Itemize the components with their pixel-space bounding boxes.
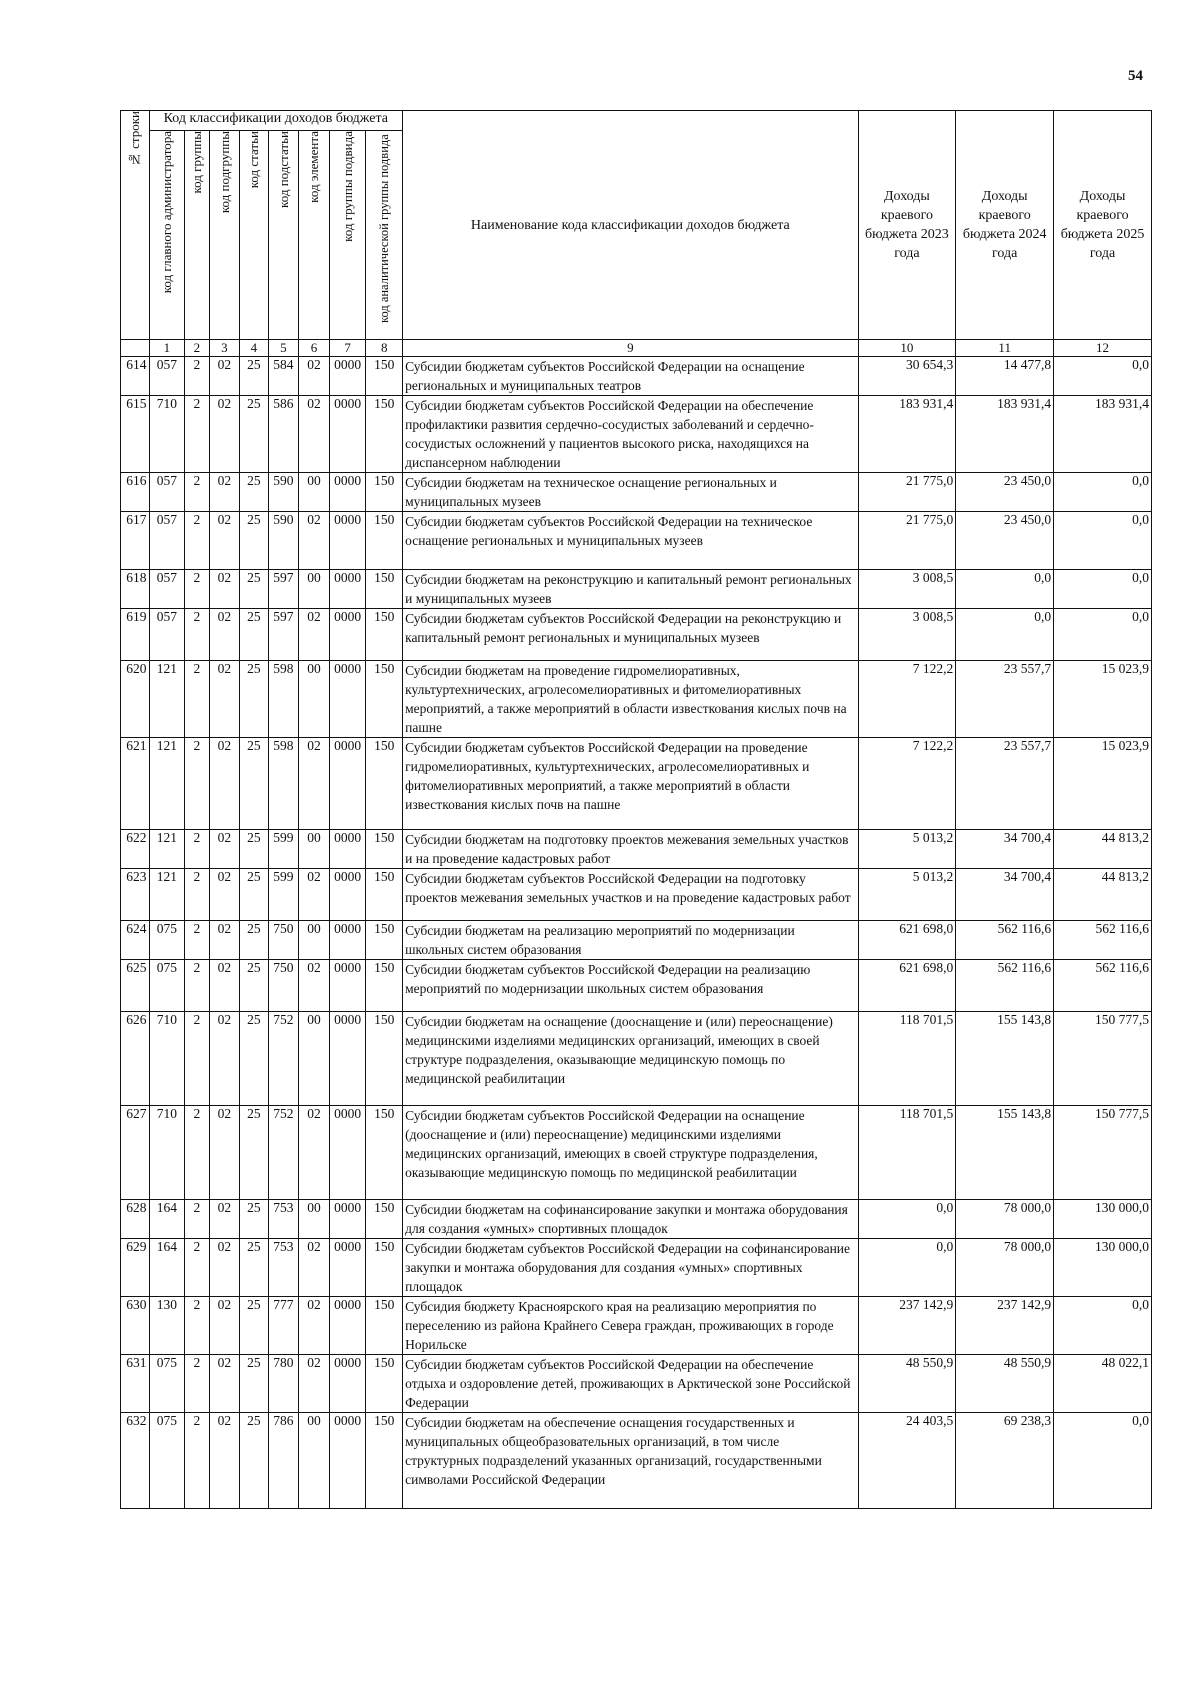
code-cell: 752 bbox=[268, 1106, 299, 1200]
income-2023: 118 701,5 bbox=[858, 1012, 956, 1106]
code-cell: 150 bbox=[366, 738, 403, 830]
code-cell: 780 bbox=[268, 1355, 299, 1413]
header-code-col: код аналитической группы подвида bbox=[366, 131, 403, 340]
index-cell: 12 bbox=[1054, 340, 1152, 357]
code-cell: 25 bbox=[240, 1106, 269, 1200]
code-cell: 150 bbox=[366, 570, 403, 609]
code-cell: 150 bbox=[366, 869, 403, 921]
income-2024: 155 143,8 bbox=[956, 1012, 1054, 1106]
code-cell: 590 bbox=[268, 512, 299, 570]
row-number: 614 bbox=[121, 357, 150, 396]
income-2025: 0,0 bbox=[1054, 609, 1152, 661]
code-cell: 0000 bbox=[329, 1200, 366, 1239]
index-cell: 7 bbox=[329, 340, 366, 357]
code-cell: 752 bbox=[268, 1012, 299, 1106]
code-cell: 2 bbox=[185, 1200, 209, 1239]
row-number: 617 bbox=[121, 512, 150, 570]
income-2024: 237 142,9 bbox=[956, 1297, 1054, 1355]
row-name: Субсидии бюджетам на обеспечение оснащения государственных и муниципальных общеобразовательных организаций, в том числе структурных подразделений указанных организаций, государственными символами Российской Федерации bbox=[403, 1413, 858, 1509]
income-2023: 0,0 bbox=[858, 1200, 956, 1239]
code-cell: 075 bbox=[149, 960, 185, 1012]
header-name: Наименование кода классификации доходов бюджета bbox=[403, 111, 858, 340]
code-cell: 2 bbox=[185, 661, 209, 738]
code-cell: 02 bbox=[209, 921, 240, 960]
row-name: Субсидии бюджетам на проведение гидромелиоративных, культуртехнических, агролесомелиоративных и фитомелиоративных мероприятий, а также мероприятий в области известкования кислых почв на пашне bbox=[403, 661, 858, 738]
table-row bbox=[121, 396, 1152, 473]
code-cell: 02 bbox=[209, 960, 240, 1012]
row-name: Субсидии бюджетам на реализацию мероприятий по модернизации школьных систем образования bbox=[403, 921, 858, 960]
code-cell: 02 bbox=[209, 1413, 240, 1509]
row-number: 632 bbox=[121, 1413, 150, 1509]
code-cell: 00 bbox=[299, 1012, 330, 1106]
code-cell: 598 bbox=[268, 738, 299, 830]
income-2024: 34 700,4 bbox=[956, 869, 1054, 921]
code-cell: 02 bbox=[209, 869, 240, 921]
row-name: Субсидии бюджетам субъектов Российской Федерации на подготовку проектов межевания земельных участков и на проведение кадастровых работ bbox=[403, 869, 858, 921]
code-cell: 02 bbox=[299, 738, 330, 830]
code-cell: 164 bbox=[149, 1239, 185, 1297]
income-2025: 44 813,2 bbox=[1054, 869, 1152, 921]
row-number: 621 bbox=[121, 738, 150, 830]
income-2025: 0,0 bbox=[1054, 357, 1152, 396]
header-income-2025: Доходы краевого бюджета 2025 года bbox=[1054, 111, 1152, 340]
code-cell: 02 bbox=[299, 1239, 330, 1297]
index-cell: 2 bbox=[185, 340, 209, 357]
header-row-no: № строки bbox=[121, 111, 150, 340]
table-row bbox=[121, 357, 1152, 396]
code-cell: 00 bbox=[299, 473, 330, 512]
row-name: Субсидии бюджетам субъектов Российской Федерации на реконструкцию и капитальный ремонт региональных и муниципальных музеев bbox=[403, 609, 858, 661]
income-2023: 183 931,4 bbox=[858, 396, 956, 473]
table-row bbox=[121, 921, 1152, 960]
code-cell: 25 bbox=[240, 960, 269, 1012]
row-name: Субсидии бюджетам субъектов Российской Федерации на обеспечение отдыха и оздоровление детей, проживающих в Арктической зоне Российской Федерации bbox=[403, 1355, 858, 1413]
table-row bbox=[121, 473, 1152, 512]
code-cell: 0000 bbox=[329, 512, 366, 570]
row-number: 622 bbox=[121, 830, 150, 869]
header-income-2024: Доходы краевого бюджета 2024 года bbox=[956, 111, 1054, 340]
code-cell: 150 bbox=[366, 473, 403, 512]
code-cell: 150 bbox=[366, 357, 403, 396]
code-cell: 25 bbox=[240, 921, 269, 960]
table-body bbox=[121, 357, 1152, 1509]
code-cell: 150 bbox=[366, 661, 403, 738]
code-cell: 130 bbox=[149, 1297, 185, 1355]
code-cell: 121 bbox=[149, 661, 185, 738]
code-cell: 00 bbox=[299, 921, 330, 960]
code-cell: 0000 bbox=[329, 1012, 366, 1106]
income-2024: 78 000,0 bbox=[956, 1200, 1054, 1239]
row-number: 627 bbox=[121, 1106, 150, 1200]
index-cell: 11 bbox=[956, 340, 1054, 357]
code-cell: 02 bbox=[299, 396, 330, 473]
code-cell: 2 bbox=[185, 1106, 209, 1200]
income-2024: 69 238,3 bbox=[956, 1413, 1054, 1509]
income-2025: 15 023,9 bbox=[1054, 738, 1152, 830]
table-row bbox=[121, 738, 1152, 830]
code-cell: 753 bbox=[268, 1200, 299, 1239]
index-cell: 3 bbox=[209, 340, 240, 357]
code-cell: 02 bbox=[209, 830, 240, 869]
row-number: 630 bbox=[121, 1297, 150, 1355]
code-cell: 25 bbox=[240, 396, 269, 473]
index-cell: 4 bbox=[240, 340, 269, 357]
income-2023: 3 008,5 bbox=[858, 570, 956, 609]
table-row bbox=[121, 570, 1152, 609]
row-number: 620 bbox=[121, 661, 150, 738]
income-2023: 24 403,5 bbox=[858, 1413, 956, 1509]
code-cell: 0000 bbox=[329, 869, 366, 921]
code-cell: 150 bbox=[366, 609, 403, 661]
code-cell: 25 bbox=[240, 473, 269, 512]
code-cell: 02 bbox=[209, 570, 240, 609]
income-2024: 0,0 bbox=[956, 609, 1054, 661]
code-cell: 00 bbox=[299, 830, 330, 869]
row-name: Субсидии бюджетам на техническое оснащение региональных и муниципальных музеев bbox=[403, 473, 858, 512]
code-cell: 057 bbox=[149, 570, 185, 609]
index-cell: 5 bbox=[268, 340, 299, 357]
code-cell: 0000 bbox=[329, 357, 366, 396]
row-name: Субсидия бюджету Красноярского края на реализацию мероприятия по переселению из района Крайнего Севера граждан, проживающих в городе Норильске bbox=[403, 1297, 858, 1355]
row-name: Субсидии бюджетам субъектов Российской Федерации на техническое оснащение региональных и муниципальных музеев bbox=[403, 512, 858, 570]
code-cell: 150 bbox=[366, 1239, 403, 1297]
income-2024: 34 700,4 bbox=[956, 830, 1054, 869]
table-header bbox=[121, 111, 1152, 357]
code-cell: 586 bbox=[268, 396, 299, 473]
header-code-col: код подстатьи bbox=[268, 131, 299, 340]
code-cell: 2 bbox=[185, 570, 209, 609]
row-name: Субсидии бюджетам субъектов Российской Федерации на оснащение региональных и муниципальных театров bbox=[403, 357, 858, 396]
code-cell: 25 bbox=[240, 661, 269, 738]
code-cell: 150 bbox=[366, 960, 403, 1012]
code-cell: 150 bbox=[366, 396, 403, 473]
income-2025: 130 000,0 bbox=[1054, 1200, 1152, 1239]
code-cell: 164 bbox=[149, 1200, 185, 1239]
code-cell: 25 bbox=[240, 869, 269, 921]
code-cell: 02 bbox=[209, 1297, 240, 1355]
income-2024: 562 116,6 bbox=[956, 960, 1054, 1012]
table-row bbox=[121, 1200, 1152, 1239]
index-cell: 10 bbox=[858, 340, 956, 357]
income-2024: 14 477,8 bbox=[956, 357, 1054, 396]
code-cell: 02 bbox=[209, 1239, 240, 1297]
code-cell: 0000 bbox=[329, 609, 366, 661]
code-cell: 00 bbox=[299, 570, 330, 609]
code-cell: 02 bbox=[209, 738, 240, 830]
table-row bbox=[121, 1012, 1152, 1106]
code-cell: 075 bbox=[149, 921, 185, 960]
income-2025: 0,0 bbox=[1054, 1413, 1152, 1509]
income-2025: 0,0 bbox=[1054, 1297, 1152, 1355]
row-number: 624 bbox=[121, 921, 150, 960]
code-cell: 0000 bbox=[329, 738, 366, 830]
row-name: Субсидии бюджетам субъектов Российской Федерации на обеспечение профилактики развития сердечно-сосудистых заболеваний и сердечно-сосудистых осложнений у пациентов высокого риска, находящихся на диспансерном наблюдении bbox=[403, 396, 858, 473]
code-cell: 00 bbox=[299, 661, 330, 738]
income-2023: 21 775,0 bbox=[858, 512, 956, 570]
code-cell: 25 bbox=[240, 738, 269, 830]
income-2025: 44 813,2 bbox=[1054, 830, 1152, 869]
income-2024: 23 450,0 bbox=[956, 512, 1054, 570]
code-cell: 584 bbox=[268, 357, 299, 396]
code-cell: 02 bbox=[209, 473, 240, 512]
income-2025: 0,0 bbox=[1054, 512, 1152, 570]
code-cell: 121 bbox=[149, 869, 185, 921]
code-cell: 057 bbox=[149, 473, 185, 512]
income-2025: 15 023,9 bbox=[1054, 661, 1152, 738]
header-code-col: код статьи bbox=[240, 131, 269, 340]
code-cell: 25 bbox=[240, 512, 269, 570]
code-cell: 02 bbox=[299, 609, 330, 661]
code-cell: 02 bbox=[209, 1106, 240, 1200]
code-cell: 02 bbox=[209, 1012, 240, 1106]
code-cell: 075 bbox=[149, 1355, 185, 1413]
income-2025: 562 116,6 bbox=[1054, 921, 1152, 960]
code-cell: 150 bbox=[366, 1355, 403, 1413]
code-cell: 150 bbox=[366, 1200, 403, 1239]
row-number: 629 bbox=[121, 1239, 150, 1297]
code-cell: 02 bbox=[209, 1355, 240, 1413]
header-code-col: код группы подвида bbox=[329, 131, 366, 340]
code-cell: 00 bbox=[299, 1413, 330, 1509]
code-cell: 0000 bbox=[329, 661, 366, 738]
code-cell: 2 bbox=[185, 1355, 209, 1413]
code-cell: 057 bbox=[149, 512, 185, 570]
income-2025: 130 000,0 bbox=[1054, 1239, 1152, 1297]
income-2025: 183 931,4 bbox=[1054, 396, 1152, 473]
income-2023: 621 698,0 bbox=[858, 921, 956, 960]
code-cell: 121 bbox=[149, 830, 185, 869]
table-row bbox=[121, 1239, 1152, 1297]
code-cell: 0000 bbox=[329, 396, 366, 473]
table-row bbox=[121, 609, 1152, 661]
code-cell: 710 bbox=[149, 1012, 185, 1106]
code-cell: 0000 bbox=[329, 1413, 366, 1509]
row-name: Субсидии бюджетам на подготовку проектов межевания земельных участков и на проведение кадастровых работ bbox=[403, 830, 858, 869]
row-number: 628 bbox=[121, 1200, 150, 1239]
code-cell: 25 bbox=[240, 830, 269, 869]
table-row bbox=[121, 1297, 1152, 1355]
code-cell: 2 bbox=[185, 960, 209, 1012]
code-cell: 710 bbox=[149, 396, 185, 473]
income-2023: 118 701,5 bbox=[858, 1106, 956, 1200]
code-cell: 02 bbox=[209, 609, 240, 661]
code-cell: 0000 bbox=[329, 830, 366, 869]
code-cell: 02 bbox=[299, 512, 330, 570]
income-2023: 21 775,0 bbox=[858, 473, 956, 512]
income-2025: 150 777,5 bbox=[1054, 1106, 1152, 1200]
row-name: Субсидии бюджетам субъектов Российской Федерации на реализацию мероприятий по модернизации школьных систем образования bbox=[403, 960, 858, 1012]
row-number: 615 bbox=[121, 396, 150, 473]
income-2023: 237 142,9 bbox=[858, 1297, 956, 1355]
code-cell: 777 bbox=[268, 1297, 299, 1355]
income-2023: 621 698,0 bbox=[858, 960, 956, 1012]
page-number: 54 bbox=[1128, 68, 1143, 84]
code-cell: 150 bbox=[366, 1413, 403, 1509]
code-cell: 597 bbox=[268, 609, 299, 661]
code-cell: 597 bbox=[268, 570, 299, 609]
code-cell: 02 bbox=[299, 960, 330, 1012]
code-cell: 02 bbox=[299, 1106, 330, 1200]
row-name: Субсидии бюджетам на оснащение (дооснащение и (или) переоснащение) медицинскими изделиями медицинских организаций, имеющих в своей структуре подразделения, оказывающие медицинскую помощь по медицинской реабилитации bbox=[403, 1012, 858, 1106]
code-cell: 150 bbox=[366, 921, 403, 960]
code-cell: 599 bbox=[268, 830, 299, 869]
income-2024: 23 557,7 bbox=[956, 738, 1054, 830]
income-2024: 155 143,8 bbox=[956, 1106, 1054, 1200]
code-cell: 25 bbox=[240, 609, 269, 661]
code-cell: 075 bbox=[149, 1413, 185, 1509]
code-cell: 753 bbox=[268, 1239, 299, 1297]
code-cell: 121 bbox=[149, 738, 185, 830]
code-cell: 25 bbox=[240, 1297, 269, 1355]
row-number: 625 bbox=[121, 960, 150, 1012]
index-cell-blank bbox=[121, 340, 150, 357]
code-cell: 02 bbox=[299, 357, 330, 396]
code-cell: 057 bbox=[149, 357, 185, 396]
header-code-col: код элемента bbox=[299, 131, 330, 340]
code-cell: 0000 bbox=[329, 1355, 366, 1413]
code-cell: 750 bbox=[268, 921, 299, 960]
code-cell: 02 bbox=[209, 1200, 240, 1239]
index-cell: 9 bbox=[403, 340, 858, 357]
code-cell: 0000 bbox=[329, 921, 366, 960]
income-2025: 48 022,1 bbox=[1054, 1355, 1152, 1413]
code-cell: 2 bbox=[185, 473, 209, 512]
code-cell: 25 bbox=[240, 1355, 269, 1413]
code-cell: 02 bbox=[209, 661, 240, 738]
code-cell: 25 bbox=[240, 1413, 269, 1509]
income-2025: 562 116,6 bbox=[1054, 960, 1152, 1012]
code-cell: 02 bbox=[209, 396, 240, 473]
income-2023: 48 550,9 bbox=[858, 1355, 956, 1413]
budget-table bbox=[120, 110, 1152, 1509]
header-code-col: код подгруппы bbox=[209, 131, 240, 340]
code-cell: 02 bbox=[209, 357, 240, 396]
table-row bbox=[121, 1106, 1152, 1200]
code-cell: 0000 bbox=[329, 1239, 366, 1297]
row-name: Субсидии бюджетам субъектов Российской Федерации на софинансирование закупки и монтажа оборудования для создания «умных» спортивных площадок bbox=[403, 1239, 858, 1297]
code-cell: 599 bbox=[268, 869, 299, 921]
code-cell: 25 bbox=[240, 357, 269, 396]
code-cell: 150 bbox=[366, 1297, 403, 1355]
code-cell: 2 bbox=[185, 396, 209, 473]
code-cell: 590 bbox=[268, 473, 299, 512]
row-name: Субсидии бюджетам субъектов Российской Федерации на проведение гидромелиоративных, культуртехнических, агролесомелиоративных и фитомелиоративных мероприятий, а также мероприятий в области известкования кислых почв на пашне bbox=[403, 738, 858, 830]
code-cell: 02 bbox=[209, 512, 240, 570]
income-2024: 23 557,7 bbox=[956, 661, 1054, 738]
code-cell: 25 bbox=[240, 1200, 269, 1239]
income-2024: 0,0 bbox=[956, 570, 1054, 609]
code-cell: 0000 bbox=[329, 473, 366, 512]
income-2023: 7 122,2 bbox=[858, 661, 956, 738]
row-number: 623 bbox=[121, 869, 150, 921]
code-cell: 0000 bbox=[329, 960, 366, 1012]
income-2025: 150 777,5 bbox=[1054, 1012, 1152, 1106]
income-2023: 5 013,2 bbox=[858, 830, 956, 869]
code-cell: 2 bbox=[185, 609, 209, 661]
code-cell: 2 bbox=[185, 1413, 209, 1509]
income-2024: 23 450,0 bbox=[956, 473, 1054, 512]
code-cell: 710 bbox=[149, 1106, 185, 1200]
code-cell: 150 bbox=[366, 1012, 403, 1106]
index-cell: 8 bbox=[366, 340, 403, 357]
code-cell: 25 bbox=[240, 1012, 269, 1106]
row-number: 616 bbox=[121, 473, 150, 512]
code-cell: 2 bbox=[185, 1239, 209, 1297]
table-row bbox=[121, 512, 1152, 570]
income-2023: 30 654,3 bbox=[858, 357, 956, 396]
code-cell: 150 bbox=[366, 1106, 403, 1200]
code-cell: 2 bbox=[185, 869, 209, 921]
row-number: 626 bbox=[121, 1012, 150, 1106]
code-cell: 2 bbox=[185, 357, 209, 396]
row-number: 619 bbox=[121, 609, 150, 661]
code-cell: 2 bbox=[185, 1012, 209, 1106]
table-row bbox=[121, 661, 1152, 738]
table-row bbox=[121, 1355, 1152, 1413]
table-row bbox=[121, 960, 1152, 1012]
code-cell: 00 bbox=[299, 1200, 330, 1239]
row-name: Субсидии бюджетам на софинансирование закупки и монтажа оборудования для создания «умных» спортивных площадок bbox=[403, 1200, 858, 1239]
code-cell: 750 bbox=[268, 960, 299, 1012]
income-2024: 78 000,0 bbox=[956, 1239, 1054, 1297]
code-cell: 25 bbox=[240, 1239, 269, 1297]
header-income-2023: Доходы краевого бюджета 2023 года bbox=[858, 111, 956, 340]
code-cell: 0000 bbox=[329, 1297, 366, 1355]
code-cell: 2 bbox=[185, 830, 209, 869]
table-row bbox=[121, 869, 1152, 921]
code-cell: 150 bbox=[366, 512, 403, 570]
row-number: 618 bbox=[121, 570, 150, 609]
income-2024: 48 550,9 bbox=[956, 1355, 1054, 1413]
code-cell: 2 bbox=[185, 512, 209, 570]
code-cell: 598 bbox=[268, 661, 299, 738]
code-cell: 0000 bbox=[329, 570, 366, 609]
income-2025: 0,0 bbox=[1054, 570, 1152, 609]
row-number: 631 bbox=[121, 1355, 150, 1413]
income-2024: 183 931,4 bbox=[956, 396, 1054, 473]
code-cell: 057 bbox=[149, 609, 185, 661]
income-2023: 5 013,2 bbox=[858, 869, 956, 921]
table-row bbox=[121, 1413, 1152, 1509]
income-2023: 3 008,5 bbox=[858, 609, 956, 661]
code-cell: 25 bbox=[240, 570, 269, 609]
header-code-col: код главного администратора bbox=[149, 131, 185, 340]
code-cell: 2 bbox=[185, 1297, 209, 1355]
income-2023: 0,0 bbox=[858, 1239, 956, 1297]
header-code-group: Код классификации доходов бюджета bbox=[149, 111, 403, 131]
income-2023: 7 122,2 bbox=[858, 738, 956, 830]
row-name: Субсидии бюджетам субъектов Российской Федерации на оснащение (дооснащение и (или) переоснащение) медицинскими изделиями медицинских организаций, имеющих в своей структуре подразделения, оказывающие медицинскую помощь по медицинской реабилитации bbox=[403, 1106, 858, 1200]
code-cell: 2 bbox=[185, 738, 209, 830]
code-cell: 02 bbox=[299, 1297, 330, 1355]
row-name: Субсидии бюджетам на реконструкцию и капитальный ремонт региональных и муниципальных музеев bbox=[403, 570, 858, 609]
header-code-col: код группы bbox=[185, 131, 209, 340]
code-cell: 786 bbox=[268, 1413, 299, 1509]
index-cell: 6 bbox=[299, 340, 330, 357]
table-row bbox=[121, 830, 1152, 869]
income-2025: 0,0 bbox=[1054, 473, 1152, 512]
code-cell: 02 bbox=[299, 869, 330, 921]
index-cell: 1 bbox=[149, 340, 185, 357]
code-cell: 2 bbox=[185, 921, 209, 960]
code-cell: 0000 bbox=[329, 1106, 366, 1200]
code-cell: 150 bbox=[366, 830, 403, 869]
income-2024: 562 116,6 bbox=[956, 921, 1054, 960]
column-index-row bbox=[121, 340, 1152, 357]
code-cell: 02 bbox=[299, 1355, 330, 1413]
